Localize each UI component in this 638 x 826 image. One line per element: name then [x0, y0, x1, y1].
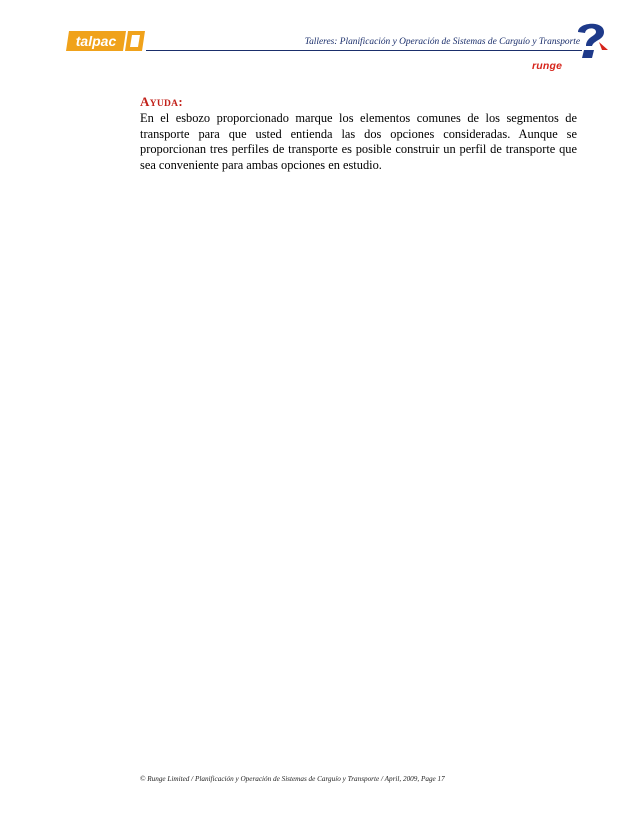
help-paragraph: En el esbozo proporcionado marque los elementos comunes de los segmentos de transporte para que usted entienda las dos opciones consideradas. Aunque se proporcionan tres perfiles de transporte es posible construir un perfil de transporte que sea conveniente para ambas opciones en estudio.	[140, 111, 577, 172]
help-heading-rest: YUDA	[149, 99, 179, 109]
help-heading-colon: :	[178, 94, 183, 109]
talpac-logo-text: talpac	[75, 33, 117, 49]
runge-question-mark-logo	[572, 20, 610, 62]
help-heading	[140, 94, 183, 110]
talpac-logo	[66, 29, 146, 53]
runge-logo-text: runge	[532, 60, 563, 72]
header-title: Talleres: Planificación y Operación de Sistemas de Carguío y Transporte	[304, 37, 580, 47]
help-heading-initial: A	[140, 94, 150, 109]
header-divider	[146, 50, 582, 51]
page-footer: © Runge Limited / Planificación y Operación de Sistemas de Carguío y Transporte / April, 2009, Page 17	[140, 775, 445, 783]
